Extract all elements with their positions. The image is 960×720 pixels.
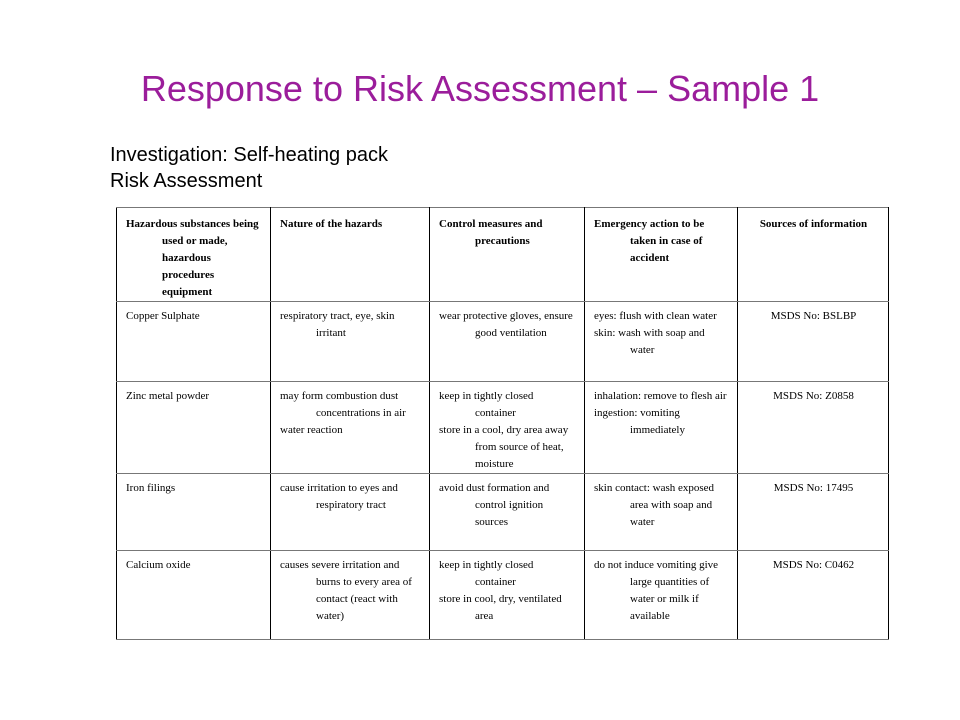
header-emergency-action: Emergency action to be taken in case of accident <box>585 208 738 302</box>
substance-cell: Zinc metal powder <box>117 382 271 474</box>
hazards-cell: may form combustion dust concentrations in air water reaction <box>271 382 430 474</box>
slide-subtitle <box>110 142 388 194</box>
emergency-cell: skin contact: wash exposed area with soap and water <box>585 474 738 551</box>
table-row <box>117 382 889 474</box>
table-header-row <box>117 208 889 302</box>
hazards-cell: cause irritation to eyes and respiratory tract <box>271 474 430 551</box>
controls-cell: keep in tightly closed container store in a cool, dry area away from source of heat, moisture <box>430 382 585 474</box>
source-cell: MSDS No: C0462 <box>738 551 889 640</box>
risk-assessment-table <box>116 207 889 640</box>
source-cell: MSDS No: Z0858 <box>738 382 889 474</box>
substance-cell: Calcium oxide <box>117 551 271 640</box>
risk-assessment-label: Risk Assessment <box>110 170 263 192</box>
slide-title: Response to Risk Assessment – Sample 1 <box>140 68 820 109</box>
hazards-cell: respiratory tract, eye, skin irritant <box>271 302 430 382</box>
controls-cell: wear protective gloves, ensure good ventilation <box>430 302 585 382</box>
table-row <box>117 302 889 382</box>
source-cell: MSDS No: BSLBP <box>738 302 889 382</box>
header-hazardous-substances: Hazardous substances being used or made, hazardous procedures equipment <box>117 208 271 302</box>
header-sources-of-information: Sources of information <box>738 208 889 302</box>
emergency-cell: do not induce vomiting give large quantities of water or milk if available <box>585 551 738 640</box>
hazards-cell: causes severe irritation and burns to every area of contact (react with water) <box>271 551 430 640</box>
table-row <box>117 551 889 640</box>
emergency-cell: inhalation: remove to flesh air ingestion: vomiting immediately <box>585 382 738 474</box>
table-row <box>117 474 889 551</box>
controls-cell: avoid dust formation and control ignition sources <box>430 474 585 551</box>
emergency-cell: eyes: flush with clean water skin: wash with soap and water <box>585 302 738 382</box>
source-cell: MSDS No: 17495 <box>738 474 889 551</box>
controls-cell: keep in tightly closed container store in cool, dry, ventilated area <box>430 551 585 640</box>
substance-cell: Iron filings <box>117 474 271 551</box>
header-nature-of-hazards: Nature of the hazards <box>271 208 430 302</box>
investigation-label: Investigation: Self-heating pack <box>110 144 388 166</box>
header-control-measures: Control measures and precautions <box>430 208 585 302</box>
substance-cell: Copper Sulphate <box>117 302 271 382</box>
